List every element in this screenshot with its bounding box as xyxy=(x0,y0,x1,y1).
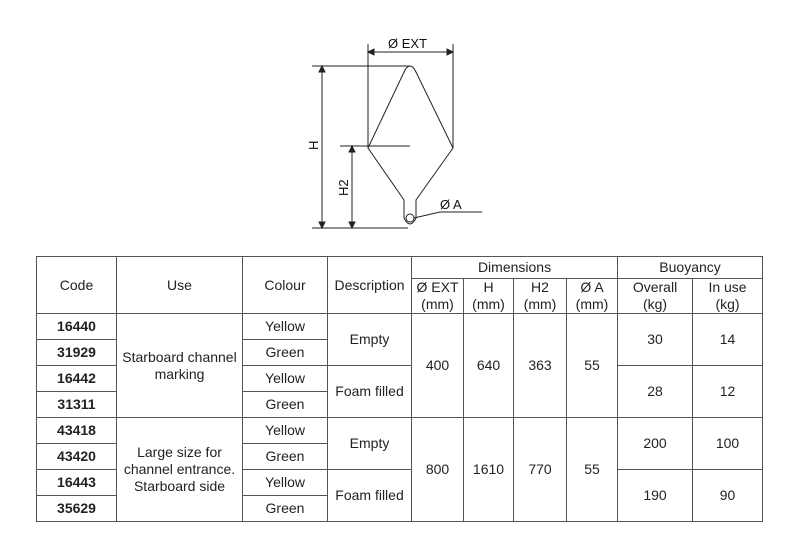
ext-cell: 400 xyxy=(412,314,464,418)
mooring-eye xyxy=(406,214,414,222)
header-a: Ø A (mm) xyxy=(567,279,618,314)
code-cell: 16440 xyxy=(37,314,117,340)
in-use-cell: 90 xyxy=(693,470,763,522)
colour-cell: Green xyxy=(243,496,328,522)
h2-cell: 770 xyxy=(514,418,567,522)
header-h2: H2 (mm) xyxy=(514,279,567,314)
overall-cell: 30 xyxy=(618,314,693,366)
header-buoyancy: Buoyancy xyxy=(618,257,763,279)
spec-table xyxy=(36,256,763,522)
code-cell: 31311 xyxy=(37,392,117,418)
ext-cell: 800 xyxy=(412,418,464,522)
in-use-cell: 100 xyxy=(693,418,763,470)
h-label: H xyxy=(306,140,321,150)
in-use-cell: 12 xyxy=(693,366,763,418)
colour-cell: Yellow xyxy=(243,366,328,392)
code-cell: 16443 xyxy=(37,470,117,496)
colour-cell: Yellow xyxy=(243,470,328,496)
overall-cell: 200 xyxy=(618,418,693,470)
colour-cell: Green xyxy=(243,392,328,418)
h2-label: H2 xyxy=(336,179,351,196)
code-cell: 16442 xyxy=(37,366,117,392)
header-dimensions: Dimensions xyxy=(412,257,618,279)
code-cell: 43418 xyxy=(37,418,117,444)
code-cell: 43420 xyxy=(37,444,117,470)
code-cell: 35629 xyxy=(37,496,117,522)
colour-cell: Yellow xyxy=(243,314,328,340)
h-cell: 640 xyxy=(464,314,514,418)
description-cell: Empty xyxy=(328,418,412,470)
colour-cell: Green xyxy=(243,340,328,366)
use-cell: Large size for channel entrance. Starboard side xyxy=(117,418,243,522)
header-use: Use xyxy=(117,257,243,314)
ext-label: Ø EXT xyxy=(388,36,428,51)
header-overall: Overall (kg) xyxy=(618,279,693,314)
header-h: H (mm) xyxy=(464,279,514,314)
code-cell: 31929 xyxy=(37,340,117,366)
a-cell: 55 xyxy=(567,314,618,418)
use-cell: Starboard channel marking xyxy=(117,314,243,418)
header-ext: Ø EXT (mm) xyxy=(412,279,464,314)
header-code: Code xyxy=(37,257,117,314)
h-cell: 1610 xyxy=(464,418,514,522)
header-colour: Colour xyxy=(243,257,328,314)
colour-cell: Green xyxy=(243,444,328,470)
buoy-diagram xyxy=(0,0,800,250)
description-cell: Empty xyxy=(328,314,412,366)
header-description: Description xyxy=(328,257,412,314)
h2-cell: 363 xyxy=(514,314,567,418)
a-label: Ø A xyxy=(440,197,462,212)
overall-cell: 190 xyxy=(618,470,693,522)
description-cell: Foam filled xyxy=(328,366,412,418)
in-use-cell: 14 xyxy=(693,314,763,366)
header-in-use: In use (kg) xyxy=(693,279,763,314)
colour-cell: Yellow xyxy=(243,418,328,444)
overall-cell: 28 xyxy=(618,366,693,418)
a-cell: 55 xyxy=(567,418,618,522)
description-cell: Foam filled xyxy=(328,470,412,522)
